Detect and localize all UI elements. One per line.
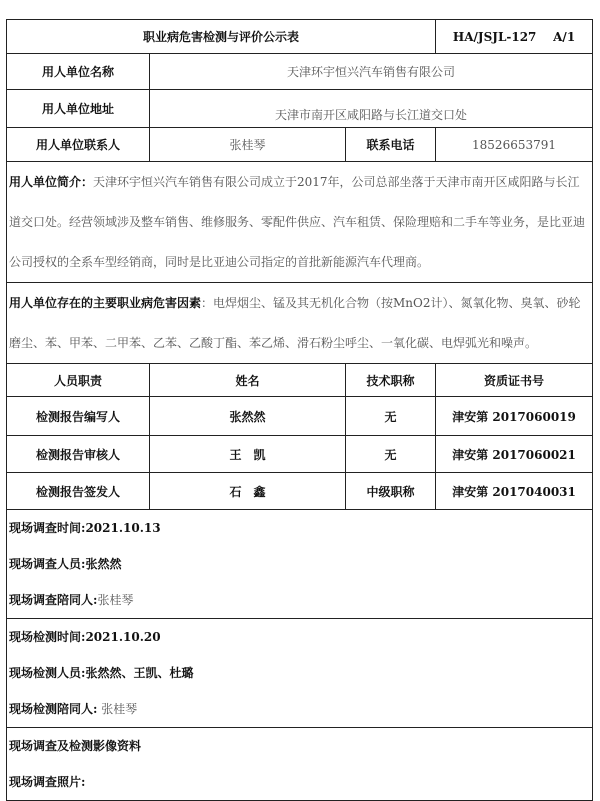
survey-staff xyxy=(9,546,590,582)
survey-time xyxy=(9,510,590,546)
disclosure-table xyxy=(6,19,593,801)
employer-name-label: 用人单位名称 xyxy=(7,54,150,90)
testing-staff xyxy=(9,655,590,691)
table-row xyxy=(7,397,593,436)
document-code: HA/JSJL-127 A/1 xyxy=(436,20,593,54)
table-row xyxy=(7,436,593,473)
staff-cert: 津安第 2017040031 xyxy=(436,473,593,510)
staff-cert: 津安第 2017060021 xyxy=(436,436,593,473)
employer-intro-text: 天津环宇恒兴汽车销售有限公司成立于2017年，公司总部坐落于天津市南开区咸阳路与长江道交口处。经营领域涉及整车销售、维修服务、零配件供应、汽车租赁、保险理赔和二手车等业务，是比亚迪公司授权的全系车型经销商，同时是比亚迪公司指定的首批新能源汽车代理商。 xyxy=(9,175,586,269)
staff-header-cert: 资质证书号 xyxy=(436,364,593,397)
table-row xyxy=(7,473,593,510)
staff-title: 无 xyxy=(346,436,436,473)
employer-intro-label: 用人单位简介： xyxy=(9,175,94,189)
form-title: 职业病危害检测与评价公示表 xyxy=(7,20,436,54)
employer-address-label: 用人单位地址 xyxy=(7,90,150,128)
survey-photo-label: 现场调查照片: xyxy=(9,775,86,789)
testing-escort-label: 现场检测陪同人: xyxy=(9,702,98,716)
survey-time-value: 2021.10.13 xyxy=(85,521,161,535)
staff-role: 检测报告审核人 xyxy=(7,436,150,473)
employer-address-value: 天津市南开区咸阳路与长江道交口处 xyxy=(150,90,593,128)
staff-role: 检测报告签发人 xyxy=(7,473,150,510)
employer-contact-value: 张桂琴 xyxy=(150,128,346,162)
testing-staff-label: 现场检测人员: xyxy=(9,666,86,680)
staff-cert: 津安第 2017060019 xyxy=(436,397,593,436)
staff-title: 中级职称 xyxy=(346,473,436,510)
survey-escort-label: 现场调查陪同人: xyxy=(9,593,98,607)
survey-staff-value: 张然然 xyxy=(85,557,122,571)
staff-title: 无 xyxy=(346,397,436,436)
survey-time-label: 现场调查时间: xyxy=(9,521,86,535)
employer-intro xyxy=(7,162,593,283)
survey-escort xyxy=(9,582,590,618)
phone-label: 联系电话 xyxy=(346,128,436,162)
employer-name-value: 天津环宇恒兴汽车销售有限公司 xyxy=(150,54,593,90)
survey-section xyxy=(7,510,593,619)
staff-role: 检测报告编写人 xyxy=(7,397,150,436)
employer-contact-label: 用人单位联系人 xyxy=(7,128,150,162)
hazard-factors xyxy=(7,283,593,364)
testing-time-value: 2021.10.20 xyxy=(85,630,161,644)
staff-header-title: 技术职称 xyxy=(346,364,436,397)
images-section xyxy=(7,728,593,801)
hazard-factors-text: ：电焊烟尘、锰及其无机化合物（按MnO2计）、氮氧化物、臭氧、砂轮磨尘、苯、甲苯、二甲苯、乙苯、乙酸丁酯、苯乙烯、滑石粉尘呼尘、一氧化碳、电焊弧光和噪声。 xyxy=(9,296,581,350)
staff-header-role: 人员职责 xyxy=(7,364,150,397)
survey-staff-label: 现场调查人员: xyxy=(9,557,86,571)
survey-escort-value: 张桂琴 xyxy=(97,593,134,607)
staff-header-name: 姓名 xyxy=(150,364,346,397)
staff-name: 张然然 xyxy=(150,397,346,436)
testing-staff-value: 张然然、王凯、杜璐 xyxy=(85,666,194,680)
hazard-factors-label: 用人单位存在的主要职业病危害因素 xyxy=(9,296,202,310)
testing-section xyxy=(7,619,593,728)
testing-time-label: 现场检测时间: xyxy=(9,630,86,644)
testing-time xyxy=(9,619,590,655)
staff-name: 石 鑫 xyxy=(150,473,346,510)
images-section-title: 现场调查及检测影像资料 xyxy=(9,739,142,753)
staff-name: 王 凯 xyxy=(150,436,346,473)
phone-value: 18526653791 xyxy=(436,128,593,162)
disclosure-form xyxy=(6,19,592,801)
testing-escort-value: 张桂琴 xyxy=(97,702,138,716)
testing-escort xyxy=(9,691,590,727)
